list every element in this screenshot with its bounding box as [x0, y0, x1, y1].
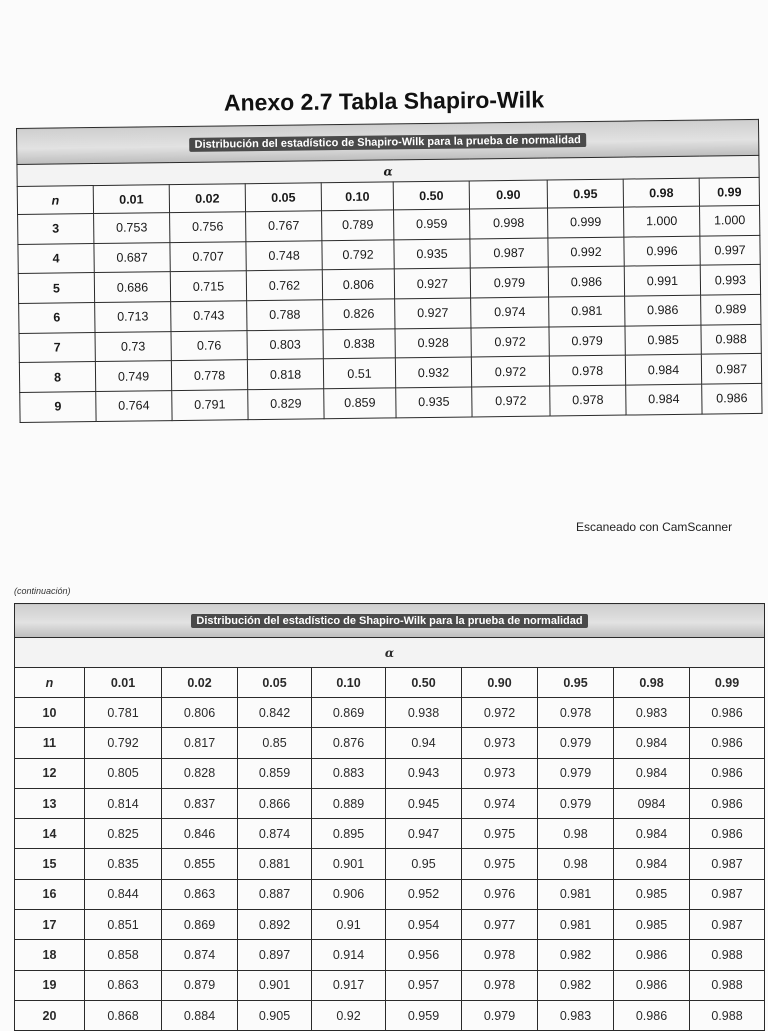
row-n-value: 4 [18, 243, 94, 274]
table-cell: 0.986 [690, 698, 765, 728]
alpha-level-header: 0.99 [699, 177, 759, 206]
table-cell: 0.707 [170, 241, 246, 272]
alpha-level-header: 0.95 [538, 668, 614, 698]
table-cell: 0.905 [238, 1000, 312, 1030]
table-cell: 0.781 [85, 698, 162, 728]
alpha-level-header: 0.98 [623, 178, 699, 207]
table-cell: 0.92 [312, 1000, 386, 1030]
table-cell: 0.987 [690, 849, 765, 879]
alpha-level-header: 0.90 [469, 180, 547, 209]
table-cell: 0.985 [625, 325, 701, 356]
table-cell: 0.973 [462, 728, 538, 758]
table-cell: 0.76 [171, 330, 247, 361]
table-cell: 0.817 [162, 728, 238, 758]
row-n-value: 5 [18, 273, 94, 304]
table-cell: 0.863 [85, 970, 162, 1000]
table-cell: 0.972 [471, 356, 549, 387]
row-n-value: 10 [15, 698, 85, 728]
table-cell: 0.756 [170, 212, 246, 243]
table-cell: 0.979 [549, 326, 625, 357]
alpha-header: α [15, 638, 765, 668]
table-cell: 0.984 [614, 758, 690, 788]
alpha-level-header: 0.02 [162, 668, 238, 698]
table-cell: 0.95 [386, 849, 462, 879]
table-cell: 0.85 [238, 728, 312, 758]
table-cell: 0.985 [614, 879, 690, 909]
table-cell: 0.73 [95, 331, 171, 362]
table-cell: 0.869 [162, 910, 238, 940]
table-cell: 0.979 [538, 728, 614, 758]
table-cell: 0.851 [85, 910, 162, 940]
table-cell: 0.927 [394, 268, 470, 299]
alpha-level-header: 0.50 [386, 668, 462, 698]
table-cell: 0.844 [85, 879, 162, 909]
table-cell: 0.977 [462, 910, 538, 940]
table-cell: 0.767 [246, 211, 322, 242]
table-cell: 0.778 [171, 360, 247, 391]
table-cell: 0.828 [162, 758, 238, 788]
table-cell: 1.000 [700, 205, 760, 235]
table-cell: 0.981 [538, 879, 614, 909]
row-n-value: 11 [15, 728, 85, 758]
table-cell: 0.986 [690, 819, 765, 849]
table-cell: 0.959 [394, 209, 470, 240]
table-cell: 0.874 [162, 940, 238, 970]
table-cell: 0.859 [324, 388, 396, 419]
row-n-value: 12 [15, 758, 85, 788]
table-row [15, 728, 765, 758]
row-n-value: 20 [15, 1000, 85, 1030]
table-cell: 0.986 [690, 728, 765, 758]
table-cell: 0.792 [85, 728, 162, 758]
table-row [15, 910, 765, 940]
table-cell: 0.988 [690, 1000, 765, 1030]
table-cell: 0.978 [550, 385, 626, 416]
alpha-level-header: 0.10 [312, 668, 386, 698]
table1-body [17, 119, 763, 422]
table-cell: 0.901 [312, 849, 386, 879]
table-cell: 0.895 [312, 819, 386, 849]
table-cell: 0.988 [690, 940, 765, 970]
table-cell: 0.818 [247, 359, 323, 390]
table-cell: 0984 [614, 788, 690, 818]
table-cell: 0.927 [395, 298, 471, 329]
table-cell: 0.979 [462, 1000, 538, 1030]
table-cell: 0.982 [538, 970, 614, 1000]
table-cell: 0.743 [171, 301, 247, 332]
table-cell: 0.984 [614, 819, 690, 849]
table-cell: 0.984 [626, 384, 702, 415]
table-cell: 0.997 [700, 235, 760, 265]
table-cell: 0.803 [247, 330, 323, 361]
table-cell: 0.889 [312, 788, 386, 818]
table-row [15, 698, 765, 728]
table-cell: 0.788 [247, 300, 323, 331]
table-caption-banner [15, 604, 765, 638]
table-cell: 0.952 [386, 879, 462, 909]
shapiro-wilk-table-n3-9 [16, 119, 763, 423]
table-cell: 0.978 [462, 940, 538, 970]
table-cell: 0.987 [690, 910, 765, 940]
table-cell: 0.829 [248, 389, 324, 420]
table-row [15, 758, 765, 788]
table-cell: 0.975 [462, 819, 538, 849]
table-cell: 0.932 [395, 357, 471, 388]
table-cell: 0.996 [624, 236, 700, 267]
row-n-value: 14 [15, 819, 85, 849]
table-cell: 0.986 [625, 295, 701, 326]
table-cell: 0.94 [386, 728, 462, 758]
table-cell: 0.879 [162, 970, 238, 1000]
alpha-level-header: 0.05 [238, 668, 312, 698]
table-cell: 0.868 [85, 1000, 162, 1030]
table-cell: 0.983 [614, 698, 690, 728]
table-cell: 0.989 [701, 294, 761, 324]
table-cell: 0.687 [94, 242, 170, 273]
table-cell: 0.928 [395, 328, 471, 359]
alpha-level-header: 0.99 [690, 668, 765, 698]
table-cell: 0.837 [162, 788, 238, 818]
table-cell: 0.954 [386, 910, 462, 940]
table-cell: 0.935 [396, 387, 472, 418]
row-n-value: 9 [20, 392, 96, 423]
table-cell: 0.846 [162, 819, 238, 849]
table-cell: 0.986 [614, 1000, 690, 1030]
table-cell: 0.972 [471, 327, 549, 358]
table-cell: 0.979 [538, 758, 614, 788]
table-cell: 0.986 [548, 266, 624, 297]
table-cell: 0.748 [246, 240, 322, 271]
alpha-level-header: 0.98 [614, 668, 690, 698]
table-cell: 0.998 [470, 208, 548, 239]
table-cell: 0.91 [312, 910, 386, 940]
table-cell: 0.978 [538, 698, 614, 728]
table-cell: 0.984 [625, 355, 701, 386]
table-cell: 0.986 [614, 970, 690, 1000]
table-cell: 0.749 [95, 361, 171, 392]
table-cell: 0.855 [162, 849, 238, 879]
table-cell: 0.986 [702, 384, 762, 414]
alpha-level-header: 0.95 [547, 179, 623, 208]
table-cell: 0.957 [386, 970, 462, 1000]
table-cell: 0.978 [462, 970, 538, 1000]
table-cell: 0.838 [323, 329, 395, 360]
table-cell: 0.859 [238, 758, 312, 788]
table-cell: 0.935 [394, 239, 470, 270]
table-cell: 0.993 [700, 265, 760, 295]
table-cell: 0.866 [238, 788, 312, 818]
table-row [15, 940, 765, 970]
table-cell: 0.863 [162, 879, 238, 909]
table-cell: 0.753 [94, 213, 170, 244]
row-n-value: 13 [15, 788, 85, 818]
table-cell: 0.978 [549, 356, 625, 387]
table-cell: 0.892 [238, 910, 312, 940]
table-row [15, 879, 765, 909]
n-column-header: n [17, 186, 93, 215]
table-cell: 0.943 [386, 758, 462, 788]
alpha-level-header: 0.02 [169, 184, 245, 213]
table-cell: 0.984 [614, 728, 690, 758]
table-cell: 0.897 [238, 940, 312, 970]
table-cell: 0.764 [96, 391, 172, 422]
n-column-header: n [15, 668, 85, 698]
row-n-value: 15 [15, 849, 85, 879]
table-row [15, 849, 765, 879]
table-cell: 0.825 [85, 819, 162, 849]
table-cell: 0.884 [162, 1000, 238, 1030]
table-cell: 0.986 [614, 940, 690, 970]
table-cell: 0.981 [538, 910, 614, 940]
table-cell: 0.762 [246, 270, 322, 301]
table-cell: 0.914 [312, 940, 386, 970]
table-cell: 0.876 [312, 728, 386, 758]
table-row [15, 970, 765, 1000]
table-caption: Distribución del estadístico de Shapiro-Wilk para la prueba de normalidad [190, 133, 586, 152]
table-cell: 0.887 [238, 879, 312, 909]
table-cell: 0.959 [386, 1000, 462, 1030]
table-cell: 0.975 [462, 849, 538, 879]
table-cell: 0.988 [701, 324, 761, 354]
table-cell: 1.000 [624, 206, 700, 237]
table-cell: 0.881 [238, 849, 312, 879]
table-cell: 0.974 [471, 297, 549, 328]
table-cell: 0.976 [462, 879, 538, 909]
table-cell: 0.999 [548, 207, 624, 238]
table-cell: 0.992 [548, 237, 624, 268]
alpha-header-row [15, 668, 765, 698]
table-cell: 0.945 [386, 788, 462, 818]
table-cell: 0.51 [323, 358, 395, 389]
alpha-level-header: 0.05 [245, 183, 321, 212]
table-cell: 0.991 [624, 266, 700, 297]
table-cell: 0.981 [549, 296, 625, 327]
alpha-level-header: 0.01 [93, 185, 169, 214]
table-cell: 0.713 [95, 302, 171, 333]
table-cell: 0.986 [690, 788, 765, 818]
alpha-level-header: 0.10 [321, 182, 393, 211]
table-cell: 0.98 [538, 849, 614, 879]
table-cell: 0.98 [538, 819, 614, 849]
table-cell: 0.987 [690, 879, 765, 909]
row-n-value: 6 [19, 303, 95, 334]
row-n-value: 17 [15, 910, 85, 940]
table-cell: 0.686 [94, 272, 170, 303]
table-cell: 0.806 [322, 269, 394, 300]
table2-body [15, 604, 765, 1031]
table-cell: 0.874 [238, 819, 312, 849]
table-cell: 0.842 [238, 698, 312, 728]
table-cell: 0.917 [312, 970, 386, 1000]
table-cell: 0.982 [538, 940, 614, 970]
alpha-level-header: 0.50 [393, 181, 469, 210]
table-cell: 0.789 [322, 210, 394, 241]
table-cell: 0.987 [701, 354, 761, 384]
alpha-level-header: 0.90 [462, 668, 538, 698]
table-cell: 0.983 [538, 1000, 614, 1030]
table-cell: 0.979 [538, 788, 614, 818]
table-cell: 0.715 [170, 271, 246, 302]
table-cell: 0.974 [462, 788, 538, 818]
table-cell: 0.869 [312, 698, 386, 728]
table-cell: 0.792 [322, 240, 394, 271]
row-n-value: 19 [15, 970, 85, 1000]
table-cell: 0.805 [85, 758, 162, 788]
table-cell: 0.947 [386, 819, 462, 849]
table-caption: Distribución del estadístico de Shapiro-Wilk para la prueba de normalidad [191, 614, 587, 628]
table-cell: 0.814 [85, 788, 162, 818]
table-cell: 0.984 [614, 849, 690, 879]
table-cell: 0.985 [614, 910, 690, 940]
table-cell: 0.973 [462, 758, 538, 788]
continuation-label: (continuación) [14, 586, 71, 596]
table-cell: 0.826 [323, 299, 395, 330]
table-cell: 0.988 [690, 970, 765, 1000]
row-n-value: 3 [18, 214, 94, 245]
table-row [15, 819, 765, 849]
table-cell: 0.901 [238, 970, 312, 1000]
table-cell: 0.938 [386, 698, 462, 728]
table-cell: 0.986 [690, 758, 765, 788]
row-n-value: 7 [19, 332, 95, 363]
row-n-value: 8 [19, 362, 95, 393]
scanner-watermark: Escaneado con CamScanner [576, 520, 733, 534]
table-row [15, 788, 765, 818]
alpha-header: α [17, 155, 759, 186]
table-cell: 0.835 [85, 849, 162, 879]
alpha-level-header: 0.01 [85, 668, 162, 698]
table-cell: 0.972 [472, 386, 550, 417]
table-cell: 0.956 [386, 940, 462, 970]
table-cell: 0.987 [470, 238, 548, 269]
page-title: Anexo 2.7 Tabla Shapiro-Wilk [223, 86, 545, 116]
shapiro-wilk-table-n10-20 [14, 603, 765, 1031]
table-cell: 0.858 [85, 940, 162, 970]
table-cell: 0.972 [462, 698, 538, 728]
table-cell: 0.883 [312, 758, 386, 788]
table-cell: 0.979 [470, 267, 548, 298]
table-cell: 0.806 [162, 698, 238, 728]
table-cell: 0.906 [312, 879, 386, 909]
row-n-value: 18 [15, 940, 85, 970]
row-n-value: 16 [15, 879, 85, 909]
table-row [15, 1000, 765, 1030]
table-cell: 0.791 [172, 390, 248, 421]
